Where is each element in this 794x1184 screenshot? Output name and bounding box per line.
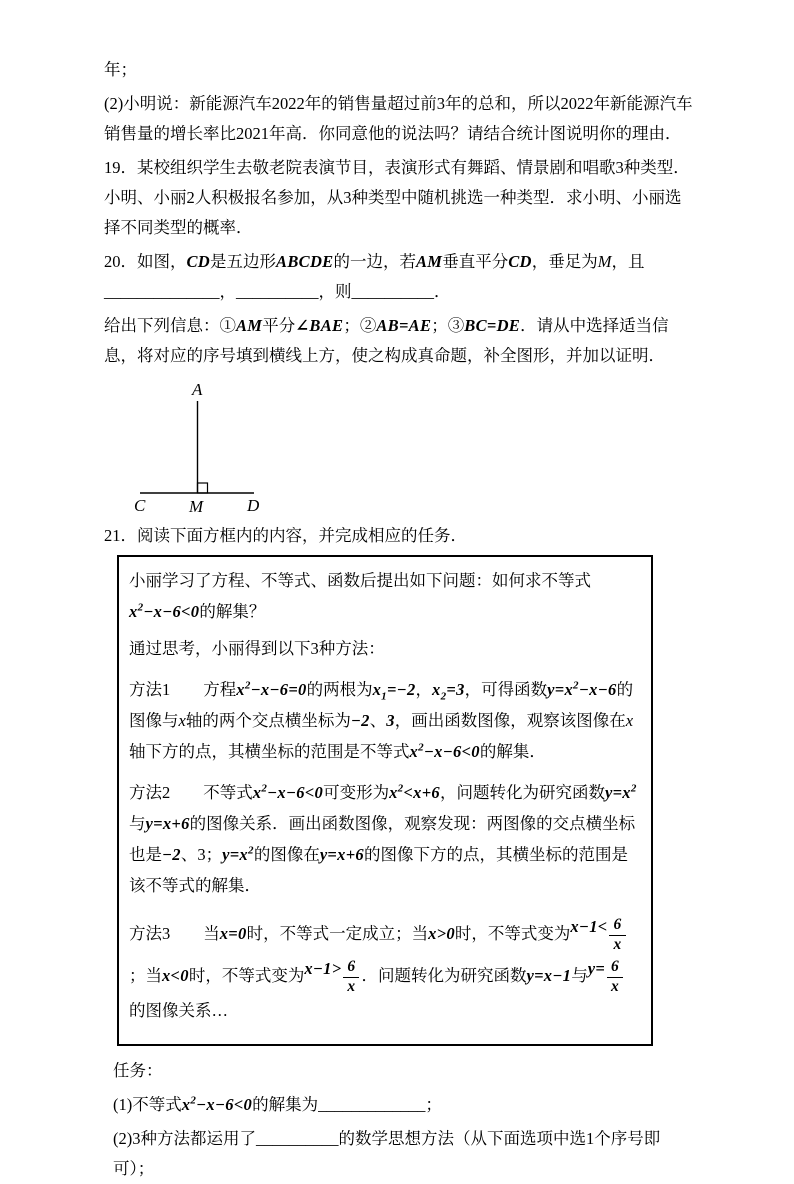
text-run: ， [415, 680, 433, 699]
math-run: 1 [381, 690, 387, 703]
text-run: 、 [369, 711, 387, 730]
text-run: 、3； [180, 845, 223, 864]
figure-label-C: C [134, 496, 146, 515]
task-1 [113, 1090, 694, 1120]
math-run: 2 [418, 741, 424, 754]
fraction-denominator: x [347, 977, 356, 995]
math-run: −x−6<0 [196, 1094, 253, 1114]
text-run: ，可得函数 [464, 680, 548, 699]
figure-label-A: A [192, 380, 203, 399]
text-run: 的图像关系．画出函数图像，观察发现：两图像的交点横坐标也是 [129, 814, 636, 864]
math-run: x [625, 711, 634, 730]
problem19-text [104, 153, 694, 243]
text-run: ，且 [611, 252, 645, 271]
math-run: 2 [573, 679, 579, 692]
fraction-numerator: 6 [609, 917, 625, 935]
math-run: 2 [248, 844, 254, 857]
problem21-text [104, 521, 694, 551]
fraction [609, 917, 625, 953]
math-run: CD [508, 252, 532, 271]
text-run: 是五边形 [210, 252, 277, 271]
math-run: x−1> [304, 958, 342, 978]
math-run: ∠BAE [295, 316, 344, 335]
right-angle-mark [198, 483, 208, 493]
reading-box [117, 555, 653, 1046]
text-run: 轴下方的点，其横坐标的范围是不等式 [129, 742, 410, 761]
figure-svg [130, 379, 270, 516]
text-run: __________ [351, 282, 434, 301]
math-run: −x−6<0 [143, 602, 200, 621]
math-run: BC=DE [464, 316, 521, 335]
text-run: (1)不等式 [113, 1094, 182, 1114]
text-run: ，垂足为 [531, 252, 598, 271]
text-run: 20．如图， [104, 252, 187, 271]
text-run: ．问题转化为研究函数 [361, 965, 527, 985]
math-run: M [597, 252, 612, 271]
problem20-statement [104, 247, 694, 307]
text-run: 垂直平分 [442, 252, 509, 271]
task-2 [113, 1124, 694, 1184]
math-run: 2 [261, 782, 268, 795]
text-run: 年； [104, 60, 137, 79]
text-run: __________ [236, 282, 319, 301]
text-run: ；当 [129, 965, 162, 985]
text-run: 的解集为 [252, 1094, 319, 1114]
text-run: ；② [343, 316, 377, 335]
math-run: y=x [604, 783, 631, 802]
box-question [129, 565, 639, 627]
math-run: y= [587, 958, 606, 978]
text-run: 的图像在 [253, 845, 320, 864]
text-run: 与 [571, 965, 588, 985]
text-run: (2)3种方法都运用了 [113, 1128, 256, 1148]
problem20-info [104, 311, 694, 371]
math-run: −2 [350, 711, 370, 730]
fraction-denominator: x [611, 977, 620, 995]
text-run: 的两根为 [306, 680, 373, 699]
math-run: −x−6=0 [250, 680, 307, 699]
math-run: x−1< [570, 917, 608, 936]
box-thinking [129, 633, 639, 664]
fraction [607, 959, 623, 995]
text-run: (2)小明说：新能源汽车2022年的销售量超过前3年的总和，所以2022年新能源汽车销售量的增长率比2021年高．你同意他的说法吗？请结合统计图说明你的理由． [104, 94, 693, 143]
math-run: −x−6<0 [267, 783, 324, 802]
text-run: 轴的两个交点横坐标为 [185, 711, 351, 730]
math-run: AB=AE [376, 316, 432, 335]
problem18-tail [104, 55, 694, 85]
fraction-numerator: 6 [607, 959, 623, 977]
text-run: 与 [129, 814, 146, 833]
text-run: __________ [256, 1128, 339, 1148]
box-method1 [129, 674, 639, 767]
text-run: 方法3 当 [129, 924, 220, 943]
box-method2 [129, 777, 639, 901]
text-run: ； [425, 1094, 442, 1114]
math-run: x [236, 680, 245, 699]
text-run: 方法1 方程 [129, 680, 237, 699]
text-run: 平分 [262, 316, 296, 335]
math-run: AM [236, 316, 263, 335]
figure-label-M: M [189, 497, 204, 516]
text-run: ______________ [104, 282, 220, 301]
text-run: 19．某校组织学生去敬老院表演节目，表演形式有舞蹈、情景剧和唱歌3种类型．小明、小丽2人积极报名参加，从3种类型中随机挑选一种类型．求小明、小丽选择不同类型的概率． [104, 158, 690, 237]
math-run: x [409, 742, 419, 761]
math-run: x [129, 602, 138, 621]
text-run: 21．阅读下面方框内的内容，并完成相应的任务． [104, 526, 467, 545]
text-run: 的图像与 [129, 680, 634, 730]
fraction [343, 959, 359, 995]
text-run: 的数学思想方法（从下面选项中选1个序号即可）； [113, 1128, 661, 1178]
text-run: 时，不等式一定成立；当 [246, 924, 429, 943]
math-run: AM [415, 252, 443, 271]
problem18-part2 [104, 89, 694, 149]
math-run: <x+6 [403, 783, 440, 802]
math-run: 2 [190, 1094, 197, 1107]
math-run: −2 [162, 845, 181, 864]
text-run: 通过思考，小丽得到以下3种方法： [129, 639, 385, 658]
math-run: 2 [244, 679, 251, 692]
text-run: 任务： [113, 1060, 163, 1080]
math-run: x [181, 1094, 191, 1114]
text-run: 的一边，若 [333, 252, 416, 271]
math-run: −x−6<0 [423, 742, 480, 761]
math-run: −x−6 [578, 680, 617, 699]
geometry-figure [130, 379, 694, 516]
math-run: x<0 [162, 965, 189, 985]
box-method3 [129, 911, 639, 1026]
tasks-title [113, 1056, 694, 1086]
math-run: x=0 [219, 924, 247, 943]
math-run: CD [186, 252, 211, 271]
math-run: ABCDE [276, 252, 334, 271]
math-run: x [372, 680, 382, 699]
math-run: x [178, 711, 186, 730]
text-run: 方法2 不等式 [129, 783, 253, 802]
math-run: x [389, 783, 398, 802]
math-run: 2 [440, 690, 447, 703]
math-run: y=x [222, 845, 248, 864]
math-run: 2 [137, 601, 144, 614]
math-run: 2 [630, 782, 637, 795]
text-run: ；③ [431, 316, 465, 335]
text-run: 给出下列信息：① [104, 316, 236, 335]
text-run: ． [434, 282, 451, 301]
text-run: ，画出函数图像，观察该图像在 [394, 711, 626, 730]
math-run: =−2 [386, 680, 416, 699]
math-run: 2 [397, 782, 404, 795]
text-run: 的图像关系… [129, 1000, 228, 1020]
math-run: x>0 [428, 924, 455, 943]
text-run: 时，不等式变为 [188, 965, 305, 985]
math-run: 3 [386, 711, 395, 730]
math-run: x [432, 680, 441, 699]
text-run: 的解集？ [199, 602, 266, 621]
figure-label-D: D [247, 496, 260, 515]
fraction-denominator: x [613, 935, 622, 953]
text-run: 可变形为 [323, 783, 390, 802]
text-run: ，则 [318, 282, 352, 301]
text-run: ，问题转化为研究函数 [439, 783, 605, 802]
text-run: _____________ [318, 1094, 426, 1114]
text-run: ．请从中选择适当信息，将对应的序号填到横线上方，使之构成真命题，补全图形，并加以证明． [104, 316, 669, 365]
math-run: y=x+6 [145, 814, 190, 833]
text-run: ， [219, 282, 236, 301]
fraction-numerator: 6 [343, 959, 359, 977]
math-run: y=x [547, 680, 574, 699]
math-run: y=x−1 [526, 965, 572, 985]
text-run: 小丽学习了方程、不等式、函数后提出如下问题：如何求不等式 [129, 571, 591, 590]
tasks-section [104, 1056, 694, 1184]
text-run: 的图像下方的点，其横坐标的范围是该不等式的解集． [129, 845, 628, 895]
text-run: 的解集． [479, 742, 546, 761]
text-run: 时，不等式变为 [454, 924, 571, 943]
math-run: =3 [446, 680, 465, 699]
math-run: x [252, 783, 262, 802]
math-run: y=x+6 [319, 845, 364, 864]
